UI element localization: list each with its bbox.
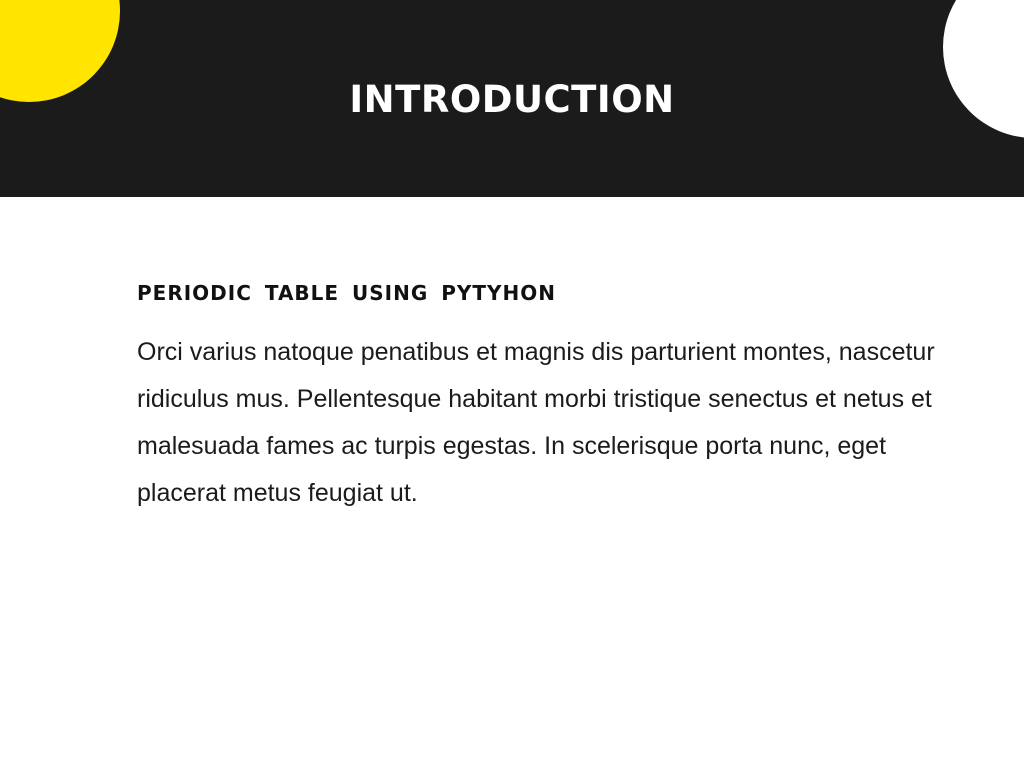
slide-subtitle: PERIODIC TABLE USING PYTYHON — [137, 281, 556, 305]
content-area — [137, 280, 957, 517]
header-band — [0, 0, 1024, 197]
slide-title: INTRODUCTION — [349, 78, 675, 121]
body-paragraph: Orci varius natoque penatibus et magnis dis parturient montes, nascetur ridiculus mus. Pellentesque habitant morbi tristique senectus et netus et malesuada fames ac turpis egestas. In scelerisque porta nunc, eget placerat metus feugiat ut. — [137, 338, 935, 507]
